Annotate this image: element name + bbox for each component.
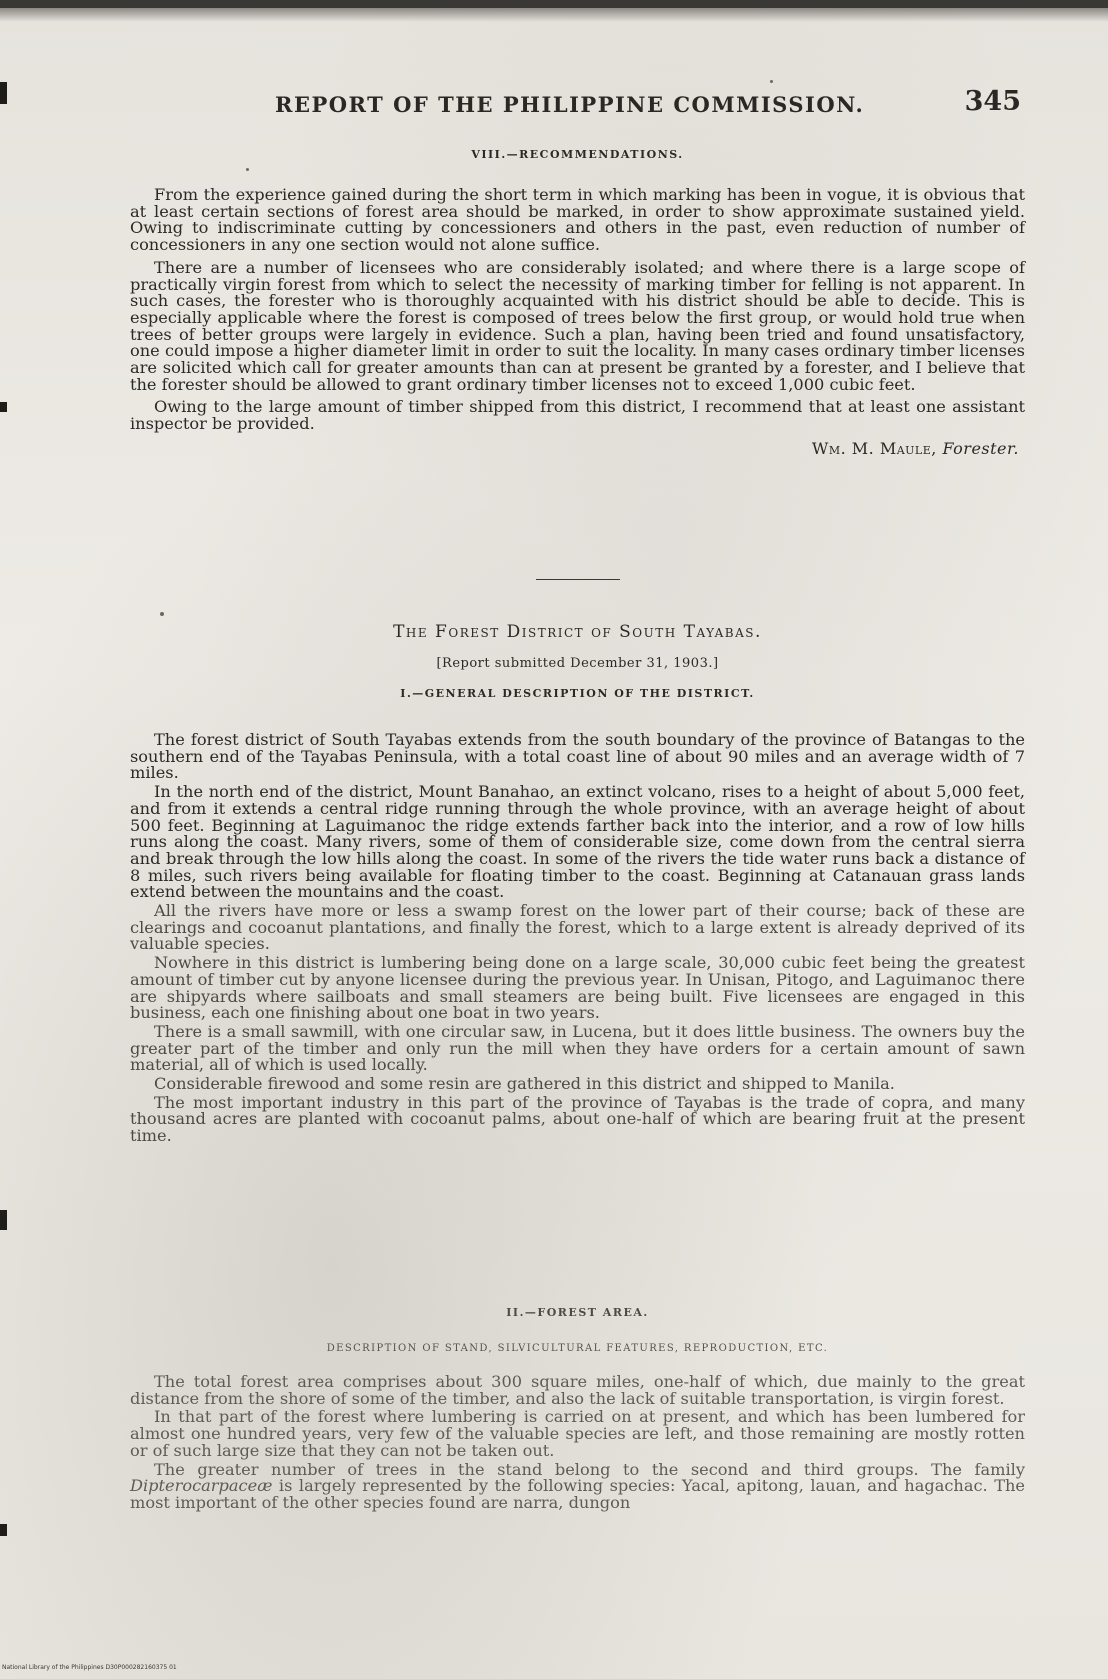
signature: [130, 439, 1025, 458]
binding-mark: [0, 402, 7, 412]
general-description-section: [130, 732, 1025, 1145]
speck: [160, 612, 164, 616]
article-dateline: [Report submitted December 31, 1903.]: [436, 656, 719, 671]
signature-role: Forester.: [942, 438, 1019, 458]
scan-top-edge: [0, 0, 1108, 8]
paragraph: Nowhere in this district is lumbering being done on a large scale, 30,000 cubic feet being the greatest amount of timber cut by anyone licensee during the previous year. In Unisan, Pitogo, and Laguimanoc there are shipyards where sailboats and small steamers are being built. Five licensees are engaged in this business, each one finishing about one boat in two years.: [130, 953, 1025, 1023]
speck: [770, 80, 773, 83]
binding-mark: [0, 1210, 7, 1230]
binding-mark: [0, 1524, 7, 1536]
scan-top-shadow: [0, 8, 1108, 22]
paragraph: There is a small sawmill, with one circular saw, in Lucena, but it does little business. The owners buy the greater part of the timber and only run the mill when they have orders for a certain amount of sawn material, all of which is used locally.: [130, 1021, 1025, 1075]
recommendations-section: [130, 148, 1025, 458]
paragraph: The most important industry in this part of the province of Tayabas is the trade of copra, and many thousand acres are planted with cocoanut palms, about one-half of which are bearing fruit at the present time.: [130, 1092, 1025, 1146]
page-number: 345: [964, 86, 1021, 117]
paragraph: Considerable firewood and some resin are gathered in this district and shipped to Manila.: [154, 1074, 895, 1094]
page-header: [130, 88, 1025, 128]
paragraph: In that part of the forest where lumbering is carried on at present, and which has been lumbered for almost one hundred years, very few of the valuable species are left, and those remaining are mostly rotten or of such large size that they can not be taken out.: [130, 1407, 1025, 1460]
article-divider: [130, 579, 1025, 580]
article-title: The Forest District of South Tayabas.: [393, 622, 762, 642]
paragraph-text: is largely represented by the following species: Yacal, apitong, lauan, and hagachac. The most important of the other species found are narra, dungon: [130, 1476, 1025, 1512]
section-heading: II.—FOREST AREA.: [506, 1306, 649, 1319]
forest-area-section: [130, 1306, 1025, 1512]
paragraph-text: The greater number of trees in the stand belong to the second and third groups. The family: [154, 1459, 1025, 1479]
section-heading: VIII.—RECOMMENDATIONS.: [471, 148, 684, 161]
section-subheading: DESCRIPTION OF STAND, SILVICULTURAL FEATURES, REPRODUCTION, ETC.: [326, 1343, 829, 1354]
family-name: Dipterocarpaceæ: [130, 1476, 273, 1496]
divider-rule: [536, 579, 620, 580]
paragraph: The forest district of South Tayabas extends from the south boundary of the province of Batangas to the southern end of the Tayabas Peninsula, with a total coast line of about 90 miles and an average width of 7 miles.: [130, 730, 1025, 783]
paragraph: Owing to the large amount of timber shipped from this district, I recommend that at least one assistant inspector be provided.: [130, 397, 1025, 434]
signature-name: Wm. M. Maule,: [811, 438, 937, 458]
article-heading: [130, 622, 1025, 700]
paragraph: There are a number of licensees who are considerably isolated; and where there is a large scope of practically virgin forest from which to select the necessity of marking timber for felling is not apparent. In such cases, the forester who is thoroughly acquainted with his district should be able to decide. This is especially applicable where the forest is composed of trees below the first group, or would hold true when trees of better groups were largely in evidence. Such a plan, having been tried and found unsatisfactory, one could impose a higher diameter limit in order to suit the locality. In many cases ordinary timber licenses are solicited which call for greater amounts than can at present be granted by a forester, and I believe that the forester should be allowed to grant ordinary timber licenses not to exceed 1,000 cubic feet.: [130, 257, 1025, 394]
paragraph: [130, 1459, 1025, 1512]
scan-credit: National Library of the Philippines D30P000282160375 01: [2, 1664, 177, 1671]
paragraph: The total forest area comprises about 300 square miles, one-half of which, due mainly to the great distance from the shore of some of the timber, and also the lack of suitable transportation, is virgin forest.: [130, 1372, 1025, 1408]
paragraph: From the experience gained during the short term in which marking has been in vogue, it is obvious that at least certain sections of forest area should be marked, in order to show approximate sustained yield. Owing to indiscriminate cutting by concessioners and others in the past, even reduction of number of concessioners in any one section would not alone suffice.: [130, 185, 1025, 255]
paragraph: In the north end of the district, Mount Banahao, an extinct volcano, rises to a height of about 5,000 feet, and from it extends a central ridge running through the whole province, with an average height of about 500 feet. Beginning at Laguimanoc the ridge extends farther back into the interior, and a row of low hills runs along the coast. Many rivers, some of them of considerable size, come down from the central sierra and break through the low hills along the coast. In some of the rivers the tide water runs back a distance of 8 miles, such rivers being available for floating timber to the coast. Beginning at Catanauan grass lands extend between the mountains and the coast.: [130, 782, 1025, 902]
section-heading: I.—GENERAL DESCRIPTION OF THE DISTRICT.: [400, 687, 755, 700]
running-title: REPORT OF THE PHILIPPINE COMMISSION.: [275, 92, 865, 117]
binding-mark: [0, 82, 7, 104]
paragraph: All the rivers have more or less a swamp forest on the lower part of their course; back of these are clearings and cocoanut plantations, and finally the forest, which to a large extent is already deprived of its valuable species.: [130, 901, 1025, 954]
